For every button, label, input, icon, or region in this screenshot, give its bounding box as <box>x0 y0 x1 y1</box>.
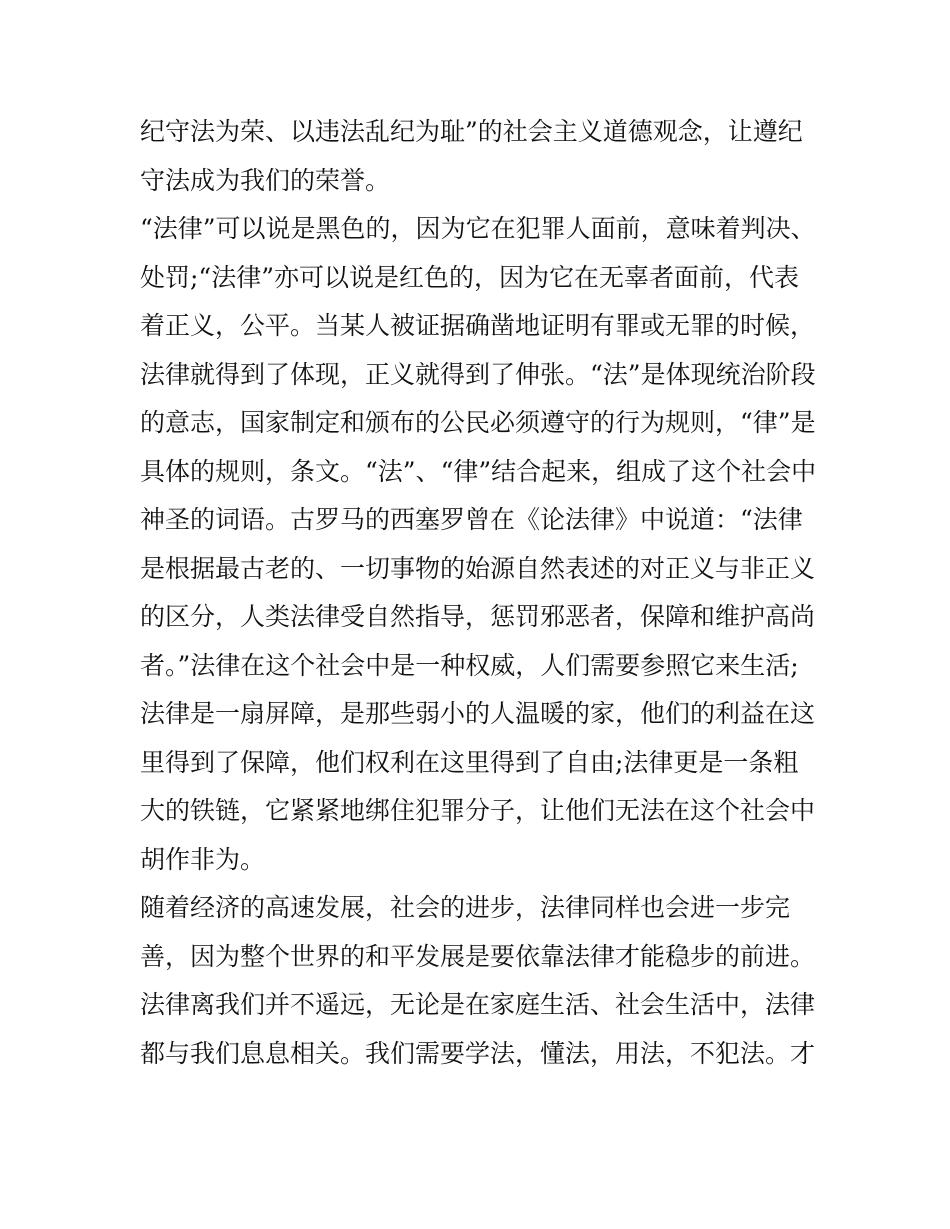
text-line: 神圣的词语。古罗马的西塞罗曾在《论法律》中说道：“法律 <box>140 505 803 534</box>
text-line: 着正义，公平。当某人被证据确凿地证明有罪或无罪的时候， <box>140 311 816 340</box>
text-line: 随着经济的高速发展，社会的进步，法律同样也会进一步完 <box>140 893 791 922</box>
text-line: 守法成为我们的荣誉。 <box>140 165 391 195</box>
text-line: 法律就得到了体现，正义就得到了伸张。“法”是体现统治阶段 <box>140 359 816 389</box>
text-line: 是根据最古老的、一切事物的始源自然表述的对正义与非正义 <box>140 553 816 583</box>
text-line: 都与我们息息相关。我们需要学法，懂法，用法，不犯法。才 <box>140 1038 816 1068</box>
text-line: 者。”法律在这个社会中是一种权威，人们需要参照它来生活; <box>140 650 799 680</box>
text-line: 胡作非为。 <box>140 844 266 874</box>
text-line: “法律”可以说是黑色的，因为它在犯罪人面前，意味着判决、 <box>140 214 816 243</box>
text-line: 处罚;“法律”亦可以说是红色的，因为它在无辜者面前，代表 <box>140 262 799 292</box>
text-line: 大的铁链，它紧紧地绑住犯罪分子，让他们无法在这个社会中 <box>140 796 816 825</box>
body-text <box>140 108 830 1078</box>
text-line: 的区分，人类法律受自然指导，惩罚邪恶者，保障和维护高尚 <box>140 602 816 631</box>
text-line: 法律离我们并不遥远，无论是在家庭生活、社会生活中，法律 <box>140 990 816 1019</box>
text-line: 善，因为整个世界的和平发展是要依靠法律才能稳步的前进。 <box>140 941 816 971</box>
text-line: 里得到了保障，他们权利在这里得到了自由;法律更是一条粗 <box>140 747 799 777</box>
text-line: 纪守法为荣、以违法乱纪为耻”的社会主义道德观念，让遵纪 <box>140 117 803 146</box>
text-line: 的意志，国家制定和颁布的公民必须遵守的行为规则，“律”是 <box>140 408 816 437</box>
text-line: 法律是一扇屏障，是那些弱小的人温暖的家，他们的利益在这 <box>140 699 816 728</box>
text-line: 具体的规则，条文。“法”、“律”结合起来，组成了这个社会中 <box>140 456 817 486</box>
